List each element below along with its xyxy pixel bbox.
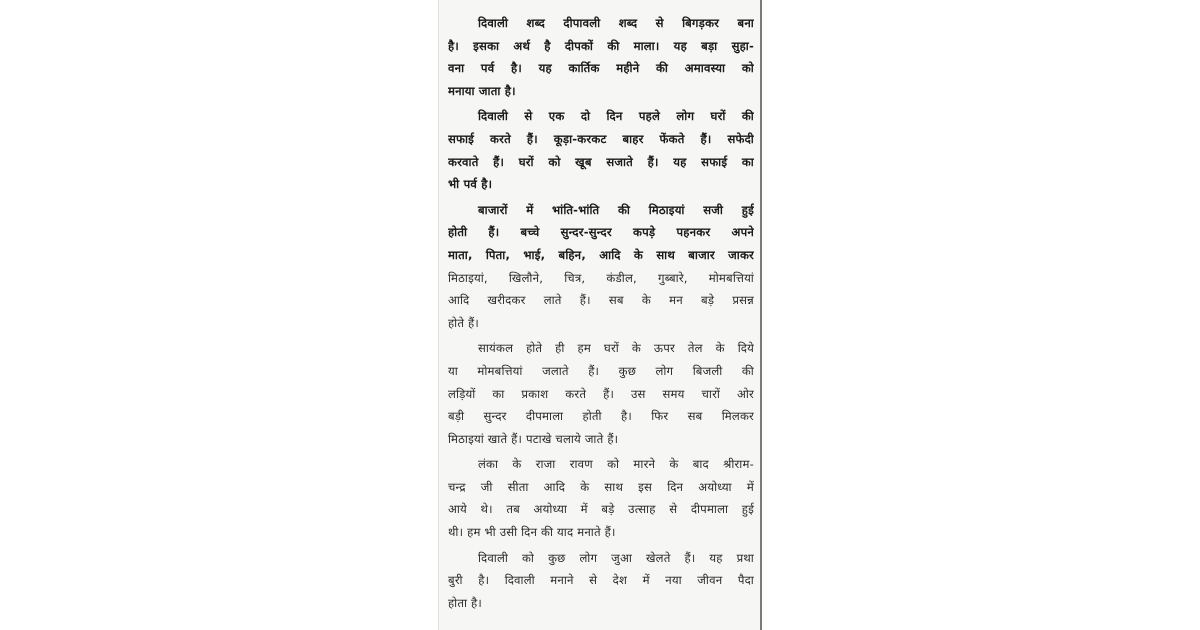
- paragraph-line: लड़ियों का प्रकाश करते हैं। उस समय चारों ओर: [448, 386, 754, 401]
- paragraph-5: [448, 453, 754, 543]
- essay-text-column: [448, 12, 754, 617]
- paragraph-line: आदि खरीदकर लाते हैं। सब के मन बड़े प्रसन्न: [448, 293, 754, 308]
- paragraph-6: [448, 547, 754, 615]
- page-left-edge: [438, 0, 439, 630]
- paragraph-line: होता है।: [448, 595, 483, 610]
- paragraph-line: मिठाइयां, खिलौने, चित्र, कंडील, गुब्बारे, मोमबत्तियां: [448, 270, 754, 285]
- paragraph-line: बुरी है। दिवाली मनाने से देश में नया जीवन पैदा: [448, 573, 754, 588]
- paragraph-line: आये थे। तब अयोध्या में बड़े उत्साह से दीपमाला हुई: [448, 502, 754, 517]
- page-right-edge: [760, 0, 762, 630]
- paragraph-line: करवाते हैं। घरों को खूब सजाते हैं। यह सफाई का: [448, 154, 754, 169]
- scanned-page: [438, 0, 762, 630]
- paragraph-line: सायंकल होते ही हम घरों के ऊपर तेल के दिये: [478, 341, 754, 356]
- paragraph-line: सफाई करते हैं। कूड़ा-करकट बाहर फेंकते हैं। सफेदी: [448, 131, 754, 146]
- paragraph-line: थी। हम भी उसी दिन की याद मनाते हैं।: [448, 525, 616, 540]
- paragraph-line: बड़ी सुन्दर दीपमाला होती है। फिर सब मिलकर: [448, 409, 754, 424]
- paragraph-line: होती हैं। बच्चे सुन्दर-सुन्दर कपड़े पहनकर अपने: [448, 225, 754, 240]
- paragraph-line: लंका के राजा रावण को मारने के बाद श्रीराम-: [478, 457, 754, 472]
- paragraph-line: दिवाली से एक दो दिन पहले लोग घरों की: [478, 109, 754, 124]
- paragraph-4: [448, 337, 754, 450]
- paragraph-line: मनाया जाता है।: [448, 83, 516, 98]
- paragraph-line: माता, पिता, भाई, बहिन, आदि के साथ बाजार जाकर: [448, 247, 754, 262]
- paragraph-line: चन्द्र जी सीता आदि के साथ इस दिन अयोध्या में: [448, 479, 754, 494]
- paragraph-3: [448, 199, 754, 335]
- paragraph-2: [448, 105, 754, 195]
- paragraph-line: दिवाली को कुछ लोग जुआ खेलते हैं। यह प्रथा: [478, 550, 754, 565]
- paragraph-line: होते हैं।: [448, 315, 480, 330]
- paragraph-line: मिठाइयां खाते हैं। पटाखे चलाये जाते हैं।: [448, 431, 619, 446]
- paragraph-line: वना पर्व है। यह कार्तिक महीने की अमावस्या को: [448, 61, 754, 76]
- paragraph-line: भी पर्व है।: [448, 177, 493, 192]
- paragraph-line: है। इसका अर्थ है दीपकों की माला। यह बड़ा सुहा-: [448, 38, 754, 53]
- paragraph-line: या मोमबत्तियां जलाते हैं। कुछ लोग बिजली की: [448, 363, 754, 378]
- paragraph-line: बाजारों में भांति-भांति की मिठाइयां सजी हुई: [478, 202, 754, 217]
- paragraph-line: दिवाली शब्द दीपावली शब्द से बिगड़कर बना: [478, 16, 754, 30]
- paragraph-1: [448, 12, 754, 102]
